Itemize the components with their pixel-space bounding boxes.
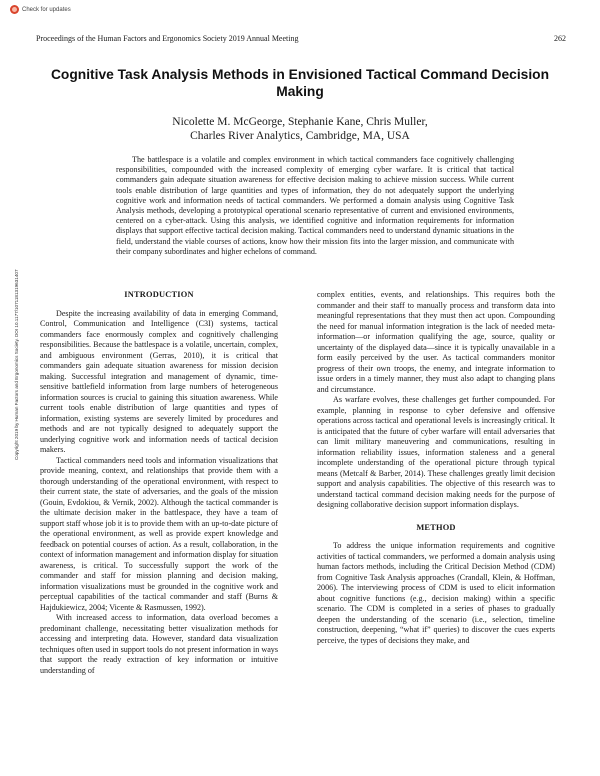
- affiliation: Charles River Analytics, Cambridge, MA, USA: [190, 129, 410, 142]
- copyright-side-note: Copyright 2019 by Human Factors and Ergonomics Society. DOI 10.1177/1071181319631407: [14, 269, 19, 460]
- journal-title: Proceedings of the Human Factors and Ergonomics Society 2019 Annual Meeting: [36, 34, 299, 43]
- running-head: [36, 34, 566, 43]
- method-paragraph-1: To address the unique information requirements and cognitive activities of tactical commanders, we performed a domain analysis using human factors methods, including the Critical Decision Method (CDM) from Cognitive Task Analysis approaches (Crandall, Klein, & Hoffman, 2006). The interviewing process of CDM is used to elicit information about cognitive functions (e.g., decision making) within a specific scenario. The CDM is completed in a series of phases to gradually deepen the understanding of the scenario (i.e., selection, timeline construction, deepening, “what if” queries) to discover the cues experts perceive, the types of decisions they make, and: [317, 541, 555, 645]
- page-number: 262: [554, 34, 566, 43]
- intro-paragraph-2: Tactical commanders need tools and information visualizations that provide meaning, context, and relationships that provide them with a thorough understanding of the operational environment, with respect to their current state, the state of adversaries, and the goals of the mission (Gouin, Evdokiou, & Vernik, 2002). Although the tactical commander is the ultimate decision maker in the battlespace, they have a team of support staff whose job it is to provide them with an up-to-date picture of the operational environment, as well as provide expert knowledge and feedback on potential courses of action. As a result, collaboration, in the context of information management and information display for situation awareness, is critical. To successfully support the work of the commander and staff for mission planning and decision making, information visualizations must be grounded in the cognitive work and perceptual capabilities of the tactical commander and staff (Burns & Hajdukiewicz, 2004; Vicente & Rasmussen, 1992).: [40, 455, 278, 612]
- check-for-updates-badge[interactable]: [10, 5, 71, 14]
- right-column: [317, 290, 555, 646]
- paper-title: Cognitive Task Analysis Methods in Envisioned Tactical Command Decision Making: [50, 67, 550, 99]
- check-for-updates-label: Check for updates: [22, 6, 71, 13]
- author-names: Nicolette M. McGeorge, Stephanie Kane, Chris Muller,: [172, 116, 428, 128]
- intro-paragraph-3: With increased access to information, data overload becomes a predominant challenge, necessitating better visualization methods for accessing and interpreting data. However, standard data visualization techniques often used in support tools do not present information in ways that support the ready extraction of key information or intuitive understanding of: [40, 613, 278, 675]
- abstract: The battlespace is a volatile and complex environment in which tactical commanders face cognitively challenging responsibilities, compounded with the increased complexity of emerging cyber warfare. It is critical that tactical commanders gain adequate situation awareness for effective decision making to achieve mission success. While current tools enable distribution of large quantities and types of information, they do not adequately support the underlying cognitive work and information needs of tactical commanders. We performed a domain analysis using Cognitive Task Analysis methods, developing a prototypical operational scenario representative of current and envisioned environments, centered on a cyber-attack. Using this analysis, we identified cognitive and information requirements for information displays that support effective tactical decision making. Tactical commanders need to understand dynamic situations in the field, understand the viable courses of actions, know how their mission fits into the larger mission, and communicate with their company subordinates and higher echelons of command.: [116, 155, 514, 256]
- introduction-heading: INTRODUCTION: [124, 290, 194, 299]
- intro-paragraph-1: Despite the increasing availability of data in emerging Command, Control, Communication and Intelligence (C3I) systems, tactical commanders face enormously complex and cognitively challenging responsibilities. Because the battlespace is a volatile, uncertain, complex, and ambiguous environment (Gerras, 2010), it is critical that commanders gain adequate situation awareness for mission decision making. Successful integration and management of dynamic, time-sensitive battlefield information from large numbers of heterogeneous information sources is crucial to gaining this situation awareness. While current tools enable distribution of large quantities and types of information, existing systems are severely limited by procedures and methods and are not typically designed to adequately support the underlying cognitive work and information needs of tactical decision makers.: [40, 308, 278, 454]
- intro-paragraph-4: As warfare evolves, these challenges get further compounded. For example, planning in response to cyber defensive and offensive operations across tactical and operational levels is increasingly critical. It is anticipated that the future of cyber warfare will entail adversaries that can limit military maneuvering and communications, resulting in information reliability issues, information staleness and a general incomplete understanding of the operational picture through typical means (Metcalf & Barber, 2014). These challenges greatly limit decision support and analysis capabilities. The objective of this research was to understand tactical command decision making needs for the purpose of designing collaborative decision support information displays.: [317, 395, 555, 509]
- author-block: [40, 116, 560, 143]
- intro-paragraph-3-continued: complex entities, events, and relationships. This requires both the commander and their staff to manually process and transform data into meaningful representations that they must then act upon. Compounding the need for manual information integration is the lack of needed meta-information—or information qualifying the age, source, quality or uncertainty of the displayed data—since it is typically unavailable in a form easily perceived by the user. As tactical commanders monitor progress of their own troops, the enemy, and integrate information to issue orders in a timely manner, they must also adapt to changing plans and circumstance.: [317, 290, 555, 394]
- check-for-updates-icon: [10, 5, 19, 14]
- left-column: [40, 290, 278, 676]
- method-heading: METHOD: [416, 522, 456, 532]
